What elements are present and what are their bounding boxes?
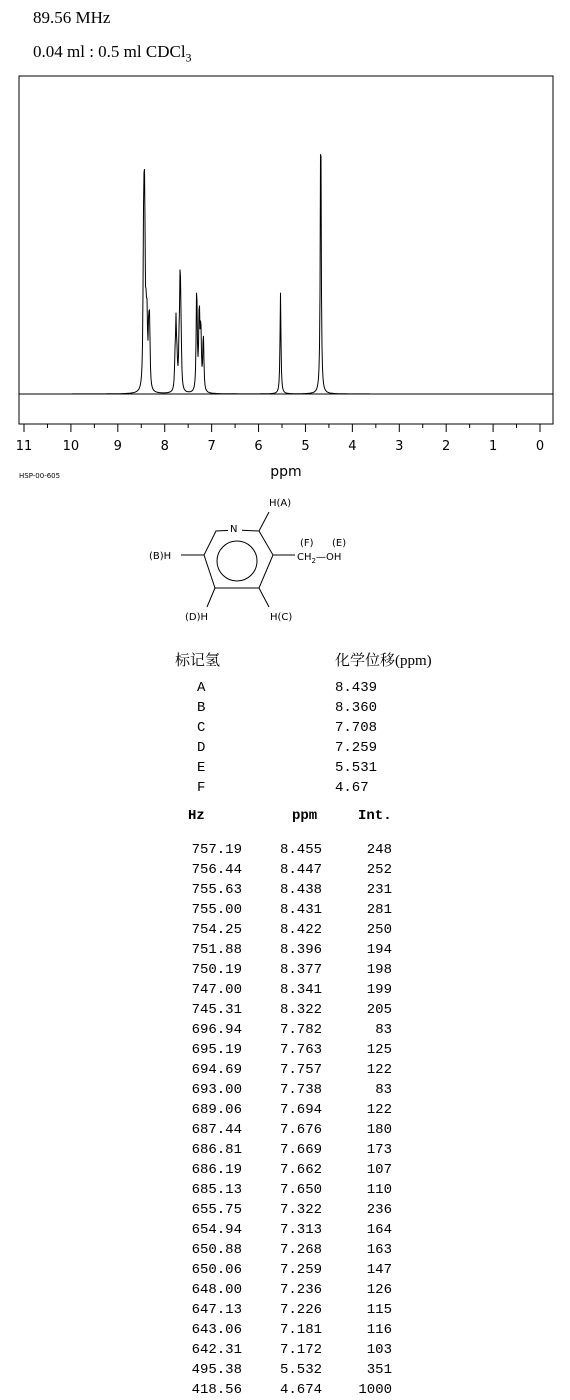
peak-intensity: 115 bbox=[366, 1302, 392, 1318]
x-tick-label: 1 bbox=[488, 439, 498, 454]
col-int-header: Int. bbox=[358, 808, 392, 824]
x-tick-label: 3 bbox=[395, 439, 404, 454]
peak-header-row bbox=[180, 806, 422, 840]
peak-ppm: 8.422 bbox=[279, 922, 322, 938]
group-ch2: $CH_2—OH$ bbox=[297, 552, 342, 565]
col-shift-header: 化学位移(ppm) bbox=[335, 653, 432, 669]
sample-text: 0.04 ml : 0.5 ml CDCl bbox=[33, 42, 186, 61]
hydrogen-label: B bbox=[197, 700, 206, 716]
peak-hz: 755.00 bbox=[191, 902, 242, 918]
peak-ppm: 7.738 bbox=[279, 1082, 322, 1098]
peak-ppm: 8.438 bbox=[279, 882, 322, 898]
peak-ppm: 7.313 bbox=[279, 1222, 322, 1238]
x-tick-label: 5 bbox=[301, 439, 310, 454]
peak-row bbox=[180, 940, 422, 960]
peak-hz: 647.13 bbox=[191, 1302, 242, 1318]
plot-frame bbox=[19, 76, 553, 424]
peak-ppm: 8.322 bbox=[279, 1002, 322, 1018]
peak-row bbox=[180, 1160, 422, 1180]
assignment-row bbox=[175, 678, 432, 698]
peak-intensity: 107 bbox=[366, 1162, 392, 1178]
assignment-header-row bbox=[175, 650, 432, 678]
col-ppm-header: ppm bbox=[292, 808, 318, 824]
x-tick-label: 0 bbox=[535, 439, 545, 454]
peak-row bbox=[180, 860, 422, 880]
peak-hz: 495.38 bbox=[191, 1362, 242, 1378]
peak-intensity: 199 bbox=[366, 982, 392, 998]
x-axis-tick-labels bbox=[16, 439, 544, 454]
peak-intensity: 110 bbox=[366, 1182, 392, 1198]
assignment-row bbox=[175, 698, 432, 718]
peak-intensity: 231 bbox=[366, 882, 392, 898]
peak-ppm: 7.782 bbox=[279, 1022, 322, 1038]
spectrometer-frequency: 89.56 MHz bbox=[33, 8, 111, 27]
peak-hz: 642.31 bbox=[191, 1342, 242, 1358]
peak-hz: 655.75 bbox=[191, 1202, 242, 1218]
spectrum-trace bbox=[19, 154, 553, 394]
peak-row bbox=[180, 1360, 422, 1380]
peak-intensity: 173 bbox=[366, 1142, 392, 1158]
peak-intensity: 163 bbox=[366, 1242, 392, 1258]
peak-ppm: 7.268 bbox=[279, 1242, 322, 1258]
hydrogen-label: F bbox=[197, 780, 206, 796]
peak-intensity: 250 bbox=[366, 922, 392, 938]
label-e: (E) bbox=[332, 538, 347, 549]
peak-intensity: 83 bbox=[375, 1022, 392, 1038]
peak-ppm: 7.236 bbox=[279, 1282, 322, 1298]
peak-ppm: 4.674 bbox=[279, 1382, 322, 1398]
peak-hz: 754.25 bbox=[191, 922, 242, 938]
peak-hz: 654.94 bbox=[191, 1222, 242, 1238]
peak-row bbox=[180, 1060, 422, 1080]
x-tick-label: 7 bbox=[207, 439, 216, 454]
peak-ppm: 7.676 bbox=[279, 1122, 322, 1138]
peak-hz: 756.44 bbox=[191, 862, 242, 878]
bond-c bbox=[259, 588, 269, 607]
peak-intensity: 164 bbox=[366, 1222, 392, 1238]
peak-ppm: 7.669 bbox=[279, 1142, 322, 1158]
peak-intensity: 126 bbox=[366, 1282, 392, 1298]
chemical-shift: 5.531 bbox=[335, 760, 378, 776]
peak-ppm: 8.431 bbox=[279, 902, 322, 918]
peak-hz: 693.00 bbox=[191, 1082, 242, 1098]
peak-row bbox=[180, 1380, 422, 1400]
peak-intensity: 180 bbox=[366, 1122, 392, 1138]
peak-ppm: 7.259 bbox=[279, 1262, 322, 1278]
peak-row bbox=[180, 1200, 422, 1220]
peak-intensity: 351 bbox=[366, 1362, 392, 1378]
x-tick-label: 8 bbox=[160, 439, 169, 454]
atom-n: N bbox=[230, 524, 238, 535]
peak-row bbox=[180, 1100, 422, 1120]
peak-hz: 695.19 bbox=[191, 1042, 242, 1058]
assignment-row bbox=[175, 738, 432, 758]
peak-ppm: 8.377 bbox=[279, 962, 322, 978]
chemical-shift: 7.259 bbox=[335, 740, 378, 756]
peak-row bbox=[180, 1040, 422, 1060]
peak-intensity: 1000 bbox=[358, 1382, 392, 1398]
x-tick-label: 2 bbox=[442, 439, 451, 454]
peak-hz: 687.44 bbox=[191, 1122, 242, 1138]
assignment-table bbox=[175, 650, 432, 798]
peak-ppm: 7.662 bbox=[279, 1162, 322, 1178]
hydrogen-label: A bbox=[197, 680, 206, 696]
col-hz-header: Hz bbox=[188, 808, 205, 824]
peak-ppm: 8.341 bbox=[279, 982, 322, 998]
peak-row bbox=[180, 1220, 422, 1240]
bond-d bbox=[207, 588, 215, 607]
peak-hz: 650.06 bbox=[191, 1262, 242, 1278]
label-f: (F) bbox=[300, 538, 314, 549]
peak-intensity: 116 bbox=[366, 1322, 392, 1338]
pyridine-ring bbox=[204, 530, 273, 588]
peak-hz: 694.69 bbox=[191, 1062, 242, 1078]
peak-intensity: 248 bbox=[366, 842, 392, 858]
peak-intensity: 125 bbox=[366, 1042, 392, 1058]
peak-row bbox=[180, 880, 422, 900]
label-h-d: (D)H bbox=[185, 612, 209, 623]
peak-hz: 648.00 bbox=[191, 1282, 242, 1298]
peak-intensity: 281 bbox=[366, 902, 392, 918]
peak-ppm: 8.396 bbox=[279, 942, 322, 958]
x-axis-ticks bbox=[24, 424, 540, 432]
nmr-spectrum-chart bbox=[0, 70, 570, 485]
peak-intensity: 103 bbox=[366, 1342, 392, 1358]
peak-row bbox=[180, 1240, 422, 1260]
peak-ppm: 7.172 bbox=[279, 1342, 322, 1358]
peak-list-table bbox=[180, 806, 422, 1400]
peak-row bbox=[180, 1340, 422, 1360]
x-tick-label: 11 bbox=[15, 439, 33, 454]
peak-row bbox=[180, 1000, 422, 1020]
peak-intensity: 147 bbox=[366, 1262, 392, 1278]
peak-intensity: 83 bbox=[375, 1082, 392, 1098]
peak-ppm: 7.322 bbox=[279, 1202, 322, 1218]
peak-intensity: 122 bbox=[366, 1062, 392, 1078]
hydrogen-label: E bbox=[197, 760, 206, 776]
peak-ppm: 7.650 bbox=[279, 1182, 322, 1198]
peak-ppm: 7.694 bbox=[279, 1102, 322, 1118]
peak-row bbox=[180, 1140, 422, 1160]
spectrum-code: HSP-00-605 bbox=[19, 472, 61, 480]
peak-ppm: 8.447 bbox=[279, 862, 322, 878]
col-hydrogen-label-header: 标记氢 bbox=[175, 653, 221, 669]
hydrogen-label: D bbox=[197, 740, 206, 756]
label-h-b: (B)H bbox=[149, 551, 172, 562]
x-tick-label: 6 bbox=[254, 439, 263, 454]
x-axis-label: ppm bbox=[270, 464, 302, 480]
peak-row bbox=[180, 1280, 422, 1300]
peak-hz: 686.81 bbox=[191, 1142, 242, 1158]
sample-subscript: 3 bbox=[185, 50, 192, 65]
bond-a bbox=[259, 512, 269, 531]
peak-row bbox=[180, 1120, 422, 1140]
peak-intensity: 122 bbox=[366, 1102, 392, 1118]
chemical-shift: 8.439 bbox=[335, 680, 378, 696]
peak-ppm: 7.226 bbox=[279, 1302, 322, 1318]
peak-hz: 747.00 bbox=[191, 982, 242, 998]
label-h-a: H(A) bbox=[269, 498, 292, 509]
peak-hz: 418.56 bbox=[191, 1382, 242, 1398]
assignment-row bbox=[175, 718, 432, 738]
peak-ppm: 8.455 bbox=[279, 842, 322, 858]
x-tick-label: 10 bbox=[62, 439, 80, 454]
chemical-shift: 4.67 bbox=[335, 780, 369, 796]
peak-row bbox=[180, 1260, 422, 1280]
hydrogen-label: C bbox=[197, 720, 206, 736]
peak-row bbox=[180, 1180, 422, 1200]
peak-row bbox=[180, 980, 422, 1000]
peak-row bbox=[180, 1320, 422, 1340]
sample-concentration bbox=[33, 42, 192, 65]
peak-intensity: 252 bbox=[366, 862, 392, 878]
peak-ppm: 7.757 bbox=[279, 1062, 322, 1078]
aromatic-circle bbox=[217, 541, 257, 581]
peak-intensity: 194 bbox=[366, 942, 392, 958]
peak-hz: 650.88 bbox=[191, 1242, 242, 1258]
peak-ppm: 7.181 bbox=[279, 1322, 322, 1338]
assignment-row bbox=[175, 778, 432, 798]
peak-row bbox=[180, 1300, 422, 1320]
peak-hz: 751.88 bbox=[191, 942, 242, 958]
peak-intensity: 198 bbox=[366, 962, 392, 978]
peak-row bbox=[180, 960, 422, 980]
peak-row bbox=[180, 1080, 422, 1100]
peak-hz: 745.31 bbox=[191, 1002, 242, 1018]
peak-hz: 685.13 bbox=[191, 1182, 242, 1198]
peak-hz: 686.19 bbox=[191, 1162, 242, 1178]
peak-hz: 696.94 bbox=[191, 1022, 242, 1038]
peak-ppm: 7.763 bbox=[279, 1042, 322, 1058]
label-h-c: H(C) bbox=[270, 612, 293, 623]
peak-row bbox=[180, 840, 422, 860]
chemical-shift: 8.360 bbox=[335, 700, 378, 716]
molecule-structure bbox=[140, 495, 380, 635]
peak-hz: 750.19 bbox=[191, 962, 242, 978]
x-tick-label: 9 bbox=[113, 439, 122, 454]
peak-hz: 757.19 bbox=[191, 842, 242, 858]
peak-intensity: 236 bbox=[366, 1202, 392, 1218]
peak-hz: 755.63 bbox=[191, 882, 242, 898]
peak-hz: 689.06 bbox=[191, 1102, 242, 1118]
assignment-row bbox=[175, 758, 432, 778]
x-tick-label: 4 bbox=[348, 439, 357, 454]
peak-hz: 643.06 bbox=[191, 1322, 242, 1338]
peak-row bbox=[180, 900, 422, 920]
peak-ppm: 5.532 bbox=[279, 1362, 322, 1378]
peak-intensity: 205 bbox=[366, 1002, 392, 1018]
peak-row bbox=[180, 1020, 422, 1040]
chemical-shift: 7.708 bbox=[335, 720, 378, 736]
peak-row bbox=[180, 920, 422, 940]
